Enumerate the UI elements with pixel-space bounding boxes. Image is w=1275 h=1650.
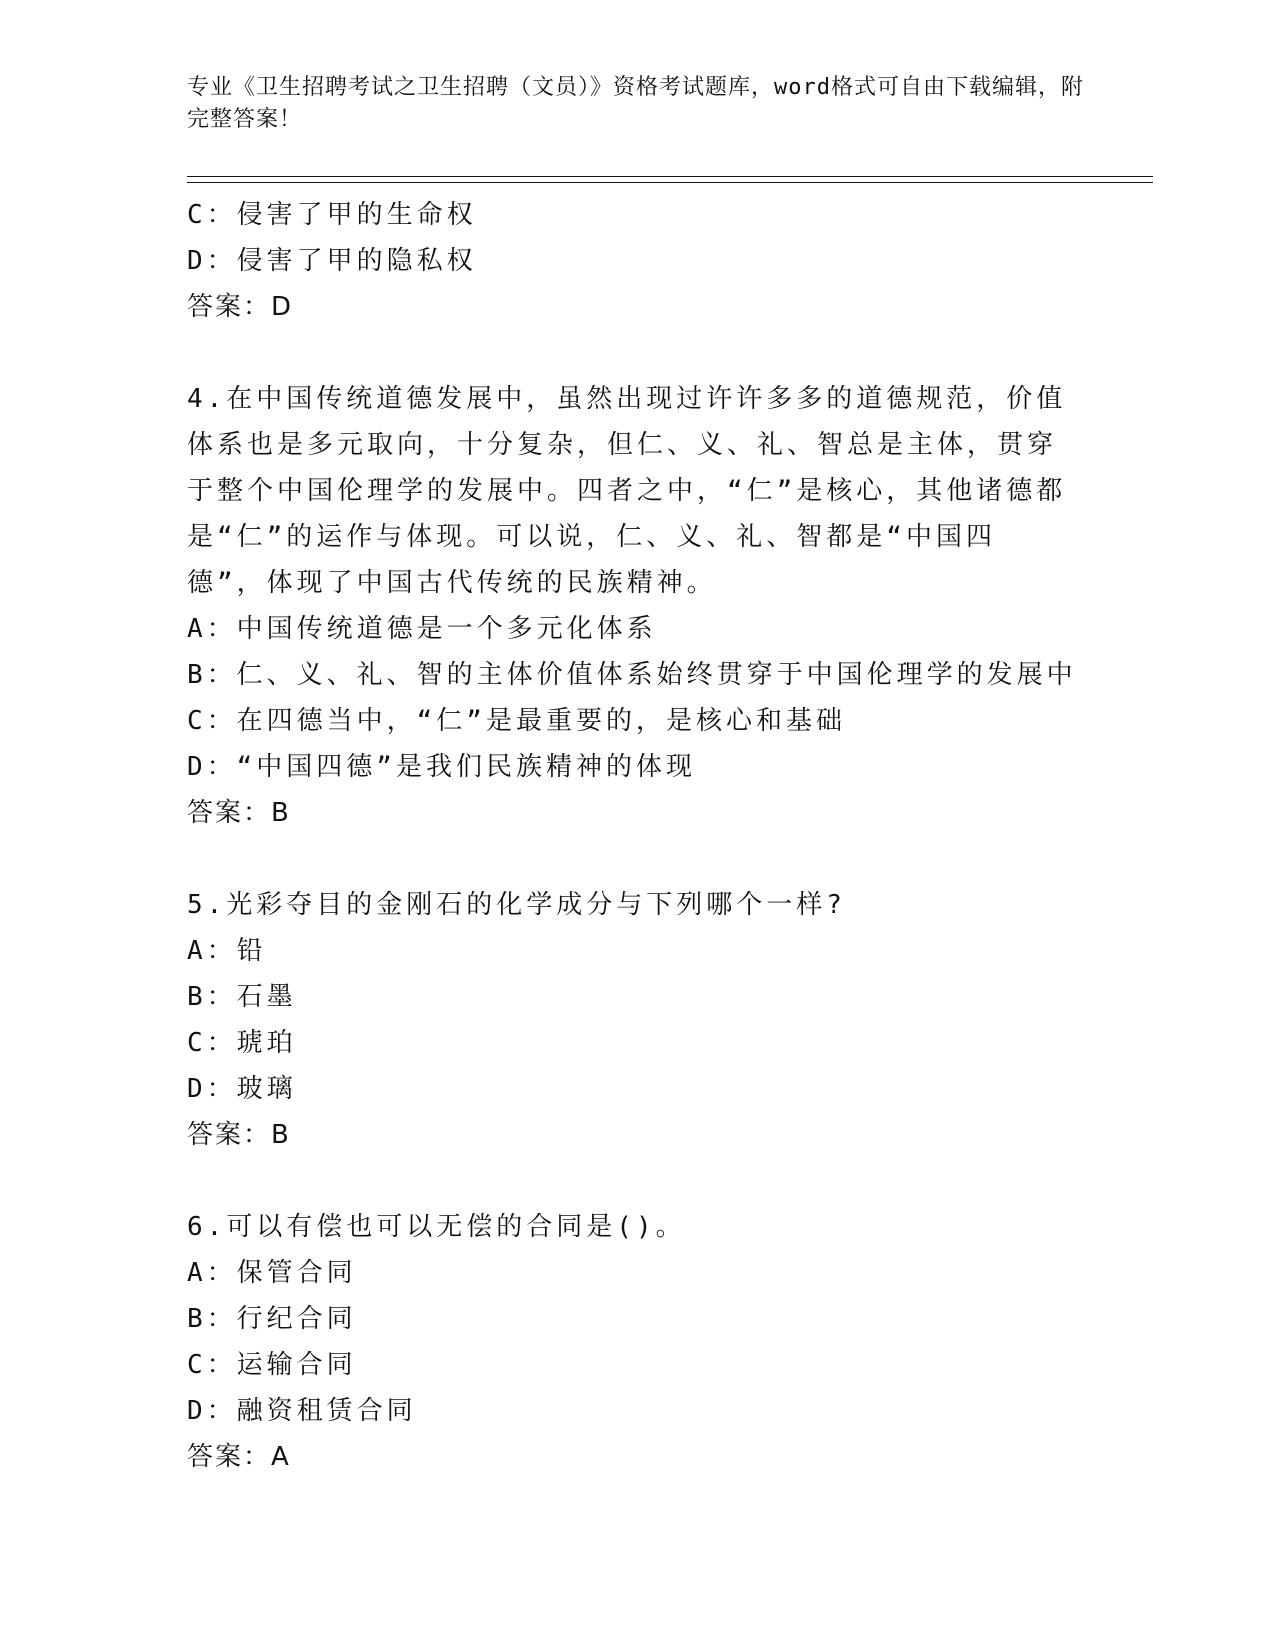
option-a: A：中国传统道德是一个多元化体系 xyxy=(187,614,657,644)
option-c: C：侵害了甲的生命权 xyxy=(187,200,477,230)
option-c: C：琥珀 xyxy=(187,1028,297,1058)
document-header: 专业《卫生招聘考试之卫生招聘（文员）》资格考试题库，word格式可自由下载编辑，附完整答案！ xyxy=(187,75,1084,132)
option-b: B：行纪合同 xyxy=(187,1304,357,1334)
option-a: A：铅 xyxy=(187,936,267,966)
option-d: D：融资租赁合同 xyxy=(187,1396,417,1426)
spacer xyxy=(187,330,1067,376)
option-b: B：石墨 xyxy=(187,982,297,1012)
question-stem: 6.可以有偿也可以无偿的合同是()。 xyxy=(187,1212,686,1242)
option-c: C：运输合同 xyxy=(187,1350,357,1380)
header-rule-top xyxy=(187,176,1153,177)
question-stem: 5.光彩夺目的金刚石的化学成分与下列哪个一样? xyxy=(187,890,846,920)
question-5 xyxy=(187,882,1067,1158)
option-a: A：保管合同 xyxy=(187,1258,357,1288)
option-b: B：仁、义、礼、智的主体价值体系始终贯穿于中国伦理学的发展中 xyxy=(187,660,1077,690)
question-6 xyxy=(187,1204,1067,1480)
answer: 答案：B xyxy=(187,798,291,828)
answer: 答案：A xyxy=(187,1442,291,1472)
answer: 答案：D xyxy=(187,292,294,322)
question-4 xyxy=(187,376,1077,836)
question-list xyxy=(187,192,1077,1480)
option-d: D：侵害了甲的隐私权 xyxy=(187,246,477,276)
question-3-continuation xyxy=(187,192,1067,330)
answer: 答案：B xyxy=(187,1120,291,1150)
option-c: C：在四德当中，“仁”是最重要的，是核心和基础 xyxy=(187,706,846,736)
spacer xyxy=(187,836,1067,882)
spacer xyxy=(187,1158,1067,1204)
option-d: D：“中国四德”是我们民族精神的体现 xyxy=(187,752,696,782)
header-rule-bottom xyxy=(187,182,1153,183)
question-stem: 4.在中国传统道德发展中，虽然出现过许许多多的道德规范，价值体系也是多元取向，十分复杂，但仁、义、礼、智总是主体，贯穿于整个中国伦理学的发展中。四者之中，“仁”是核心，其他诸德都是“仁”的运作与体现。可以说，仁、义、礼、智都是“中国四德”，体现了中国古代传统的民族精神。 xyxy=(187,384,1067,598)
option-d: D：玻璃 xyxy=(187,1074,297,1104)
